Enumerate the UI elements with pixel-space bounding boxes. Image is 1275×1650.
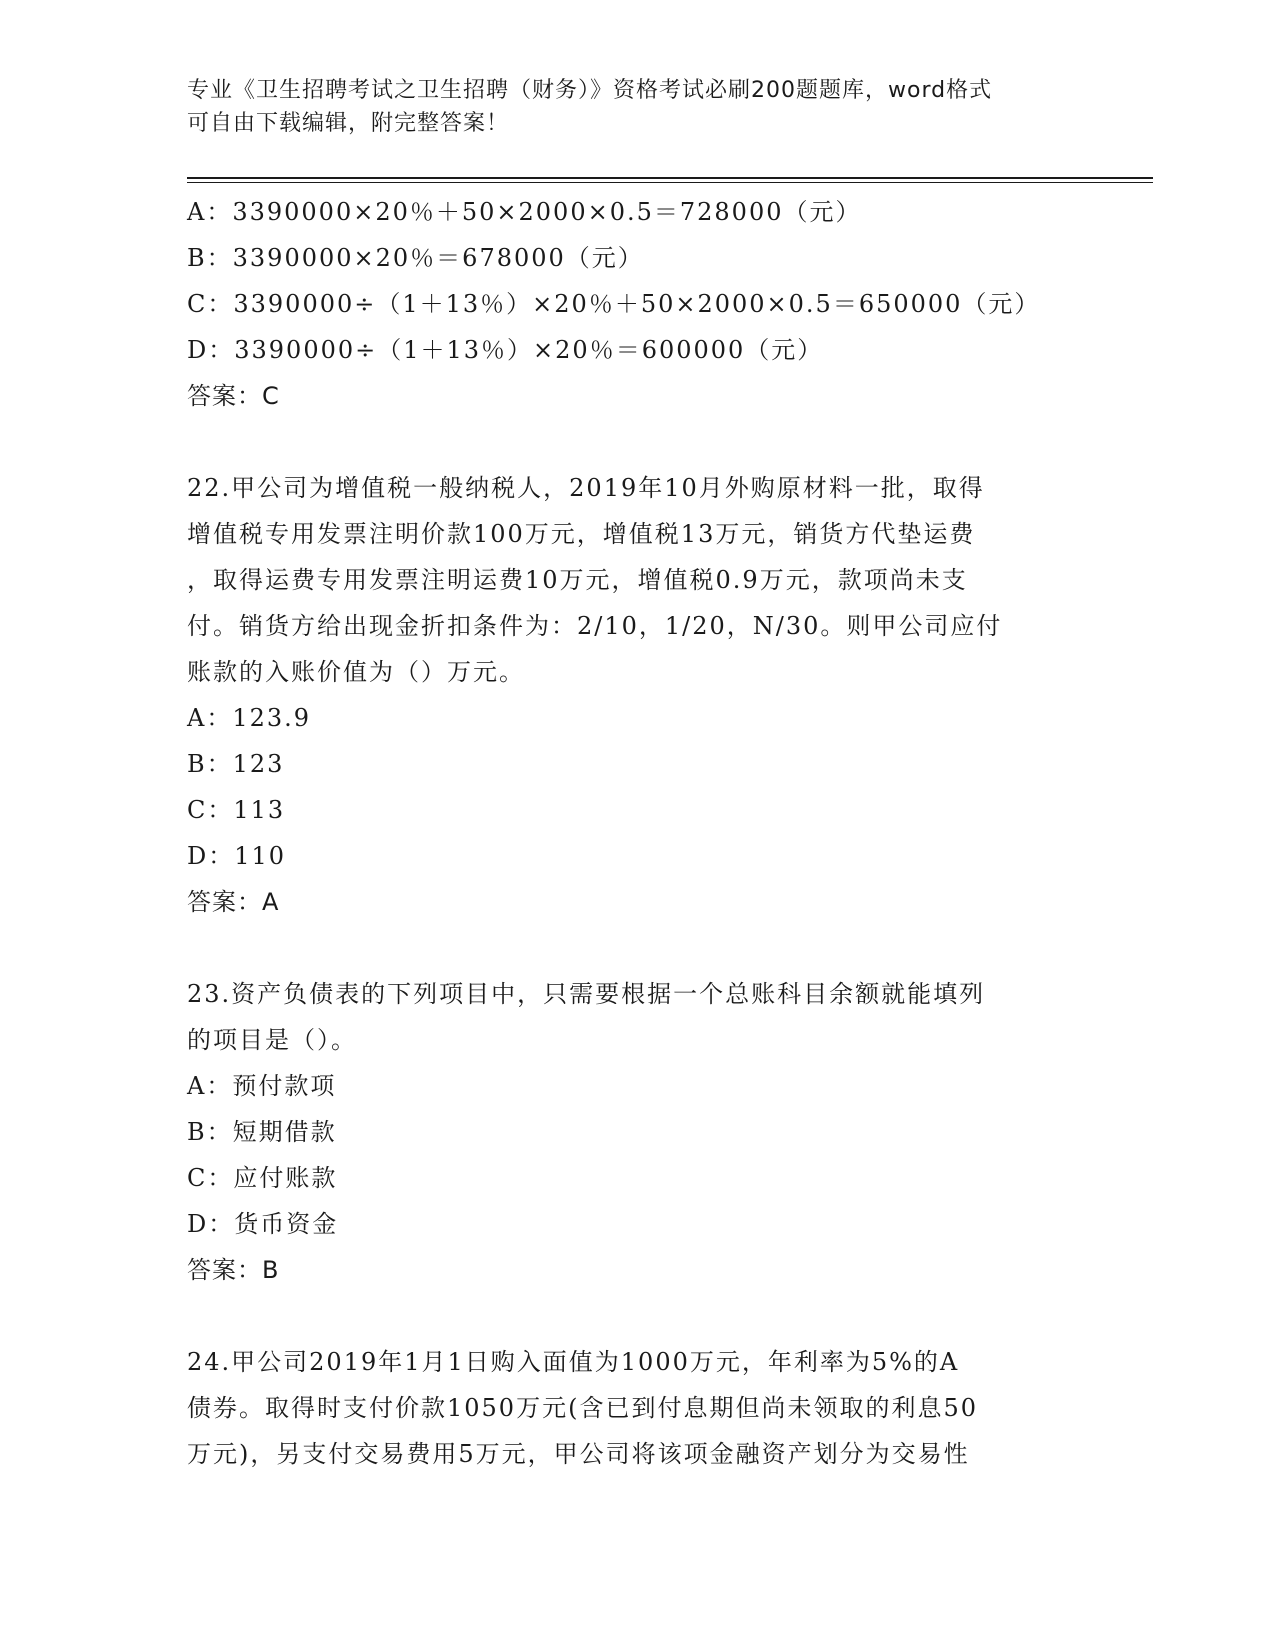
header-divider-thin <box>187 182 1153 183</box>
q24-stem-line: 24.甲公司2019年1月1日购入面值为1000万元，年利率为5%的A <box>187 1348 960 1376</box>
q23-stem-line: 的项目是（）。 <box>187 1026 357 1054</box>
q23-answer: 答案：B <box>187 1256 280 1284</box>
spacer <box>187 1293 1077 1339</box>
q23-stem-line: 23.资产负债表的下列项目中，只需要根据一个总账科目余额就能填列 <box>187 980 986 1008</box>
q23-stem <box>187 971 1077 1063</box>
q22-stem-line: 22.甲公司为增值税一般纳税人，2019年10月外购原材料一批，取得 <box>187 474 985 502</box>
q21-option-c: C：3390000÷（1＋13％）×20％＋50×2000×0.5＝650000（元） <box>187 290 1041 318</box>
q22-option-a: A：123.9 <box>187 704 312 732</box>
q22-stem <box>187 465 1077 695</box>
q22-stem-line: 账款的入账价值为（）万元。 <box>187 658 525 686</box>
q22-stem-line: 增值税专用发票注明价款100万元，增值税13万元，销货方代垫运费 <box>187 520 976 548</box>
q24-stem-line: 债券。取得时支付价款1050万元(含已到付息期但尚未领取的利息50 <box>187 1394 978 1422</box>
header-divider-thick <box>187 177 1153 179</box>
q23-option-c: C：应付账款 <box>187 1164 338 1192</box>
page-header <box>187 74 1067 140</box>
q23-option-a: A：预付款项 <box>187 1072 337 1100</box>
q24-stem-line: 万元)，另支付交易费用5万元，甲公司将该项金融资产划分为交易性 <box>187 1440 970 1468</box>
spacer <box>187 419 1077 465</box>
q24-stem <box>187 1339 1077 1477</box>
spacer <box>187 925 1077 971</box>
header-line-2: 可自由下载编辑，附完整答案！ <box>187 111 510 136</box>
q22-answer: 答案：A <box>187 888 280 916</box>
header-line-1: 专业《卫生招聘考试之卫生招聘（财务）》资格考试必刷200题题库，word格式 <box>187 78 993 103</box>
q22-option-b: B：123 <box>187 750 285 778</box>
q21-option-a: A：3390000×20％＋50×2000×0.5＝728000（元） <box>187 198 862 226</box>
q22-stem-line: ，取得运费专用发票注明运费10万元，增值税0.9万元，款项尚未支 <box>187 566 968 594</box>
q22-stem-line: 付。销货方给出现金折扣条件为：2/10，1/20，N/30。则甲公司应付 <box>187 612 1003 640</box>
q22-option-c: C：113 <box>187 796 286 824</box>
q23-option-b: B：短期借款 <box>187 1118 337 1146</box>
question-content <box>187 189 1077 1477</box>
q21-answer: 答案：C <box>187 382 280 410</box>
q23-option-d: D：货币资金 <box>187 1210 339 1238</box>
q21-option-b: B：3390000×20％＝678000（元） <box>187 244 644 272</box>
q22-option-d: D：110 <box>187 842 287 870</box>
q21-option-d: D：3390000÷（1＋13％）×20％＝600000（元） <box>187 336 824 364</box>
